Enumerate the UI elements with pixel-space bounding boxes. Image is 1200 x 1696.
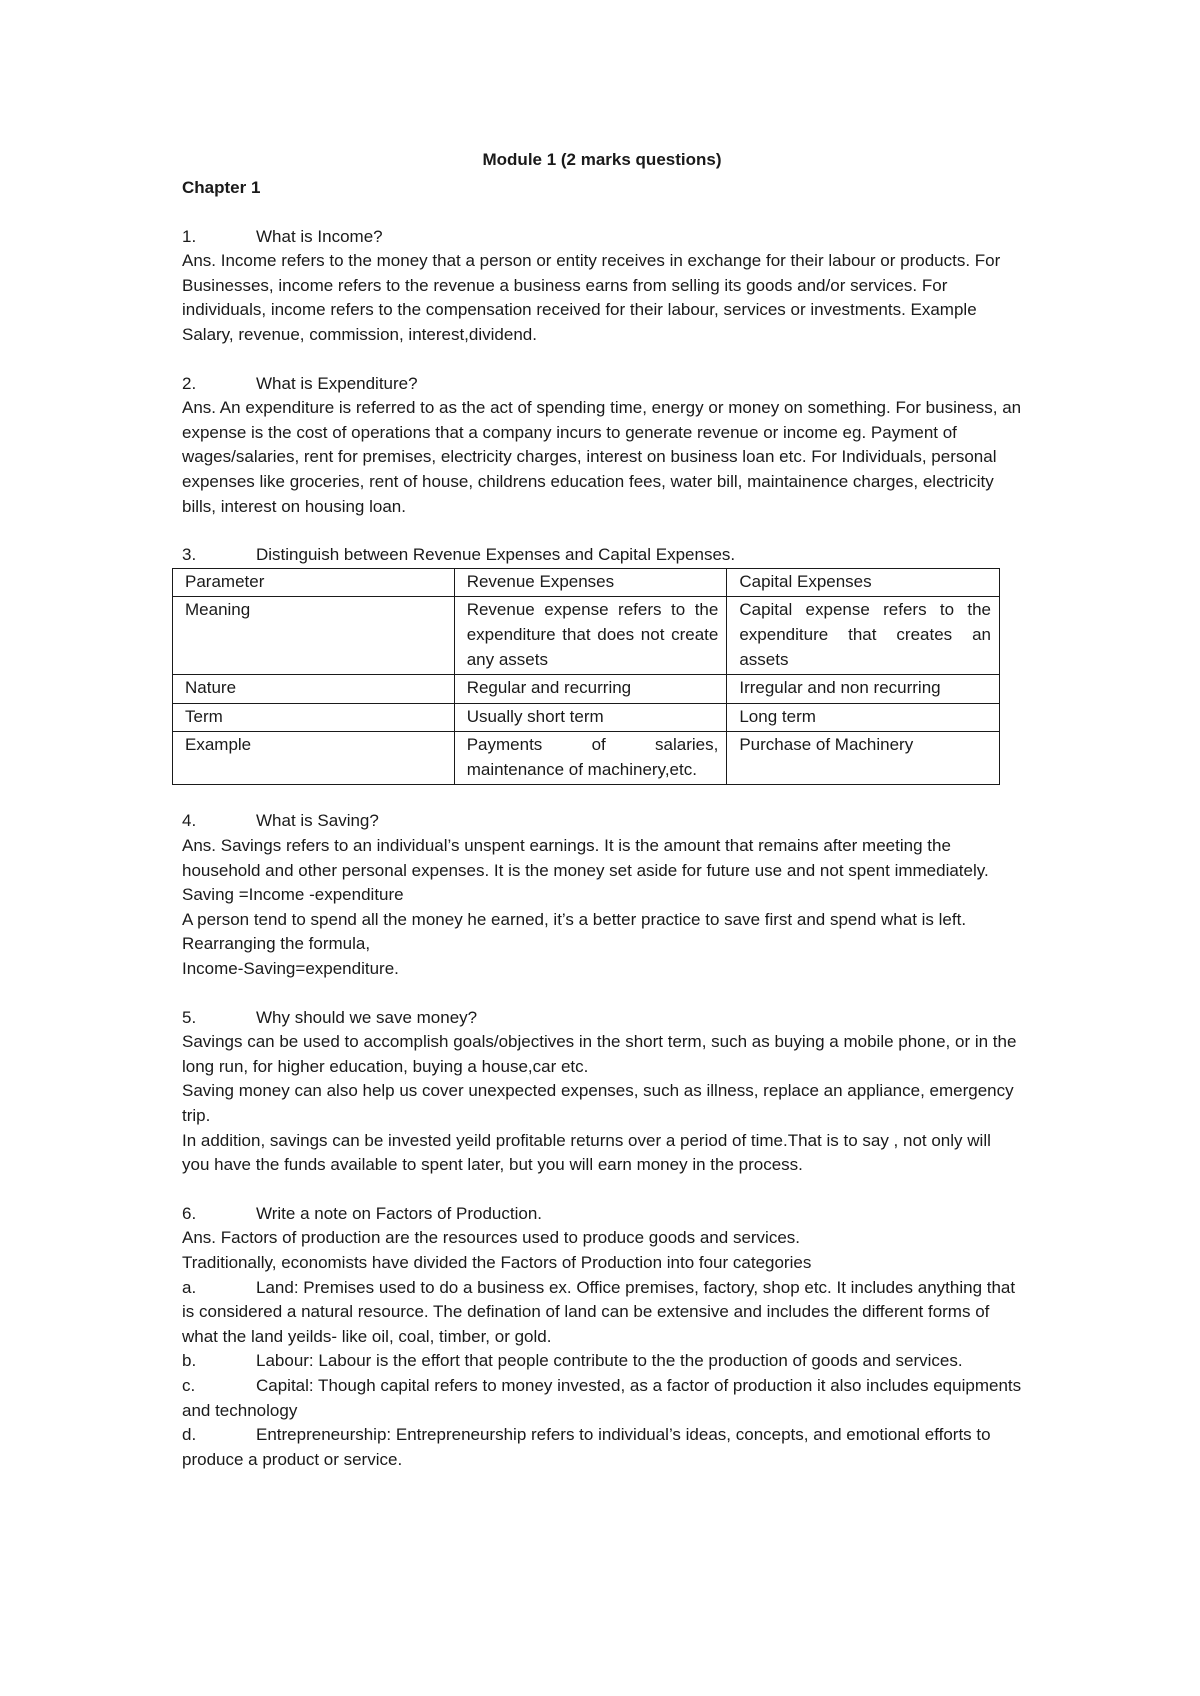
table-cell: Purchase of Machinery (727, 732, 1000, 785)
question-number: 6. (182, 1203, 197, 1223)
question-2 (182, 372, 1022, 397)
list-item-label: a. (182, 1277, 197, 1297)
list-item (182, 1374, 1022, 1423)
answer-paragraph: Savings can be used to accomplish goals/objectives in the short term, such as buying a mobile phone, or in the long run, for higher education, buying a house,car etc. (182, 1032, 1017, 1076)
document-page (182, 148, 1022, 1472)
question-block-5 (182, 1006, 1022, 1178)
list-item (182, 1423, 1022, 1472)
table-cell: Payments of salaries, maintenance of machinery,etc. (454, 732, 727, 785)
answer-paragraph: Ans. Savings refers to an individual’s unspent earnings. It is the amount that remains after meeting the household and other personal expenses. It is the money set aside for future use and not spent immediately. (182, 836, 989, 880)
saving-formula: Saving =Income -expenditure (182, 885, 404, 905)
question-block-2 (182, 372, 1022, 520)
table-row (173, 732, 1000, 785)
table-cell: Meaning (173, 597, 455, 675)
list-item-text: Labour: Labour is the effort that people contribute to the the production of goods and services. (256, 1351, 963, 1371)
answer-paragraph: In addition, savings can be invested yeild profitable returns over a period of time.That is to say , not only will you have the funds available to spent later, but you will earn money in the process. (182, 1130, 991, 1175)
answer-paragraph: Traditionally, economists have divided the Factors of Production into four categories (182, 1252, 812, 1272)
table-header-cell: Parameter (173, 568, 455, 597)
list-item-text: Capital: Though capital refers to money invested, as a factor of production it also includes equipments and technology (182, 1375, 1022, 1420)
answer-paragraph: Ans. An expenditure is referred to as the act of spending time, energy or money on something. For business, an expense is the cost of operations that a company incurs to generate revenue or income eg. Payment of wages/salaries, rent for premises, electricity charges, interest on business loan etc. For Individuals, personal expenses like groceries, rent of house, childrens education fees, water bill, maintainence charges, electricity bills, interest on housing loan. (182, 398, 1022, 516)
table-cell: Capital expense refers to the expenditure that creates an assets (727, 597, 1000, 675)
list-item-label: b. (182, 1351, 197, 1371)
question-6 (182, 1202, 1022, 1227)
chapter-heading: Chapter 1 (182, 178, 261, 197)
list-item (182, 1276, 1022, 1350)
factors-list (182, 1276, 1022, 1473)
question-5 (182, 1006, 1022, 1031)
table-cell: Regular and recurring (454, 675, 727, 704)
table-cell: Irregular and non recurring (727, 675, 1000, 704)
table-row (173, 597, 1000, 675)
table-row (173, 675, 1000, 704)
question-number: 1. (182, 226, 197, 246)
question-number: 5. (182, 1007, 197, 1027)
table-cell: Example (173, 732, 455, 785)
table-cell: Revenue expense refers to the expenditure that does not create any assets (454, 597, 727, 675)
question-block-6 (182, 1202, 1022, 1473)
answer-paragraph: A person tend to spend all the money he earned, it’s a better practice to save first and spend what is left. Rearranging the formula, (182, 909, 967, 954)
question-1 (182, 225, 1022, 250)
answer-paragraph: Saving money can also help us cover unexpected expenses, such as illness, replace an appliance, emergency trip. (182, 1081, 1014, 1125)
answer-paragraph: Ans. Factors of production are the resources used to produce goods and services. (182, 1228, 801, 1248)
question-3 (182, 543, 1022, 568)
question-number: 4. (182, 811, 197, 831)
question-block-4 (182, 809, 1022, 981)
question-text: Distinguish between Revenue Expenses and Capital Expenses. (256, 545, 736, 565)
answer-paragraph: Ans. Income refers to the money that a person or entity receives in exchange for their labour or products. For Businesses, income refers to the revenue a business earns from selling its goods and/or services. For individuals, income refers to the compensation received for their labour, services or investments. Example Salary, revenue, commission, interest,dividend. (182, 251, 1001, 344)
comparison-table (172, 568, 1000, 786)
list-item-label: d. (182, 1425, 197, 1445)
rearranged-formula: Income-Saving=expenditure. (182, 959, 399, 979)
question-number: 3. (182, 545, 197, 565)
question-text: Why should we save money? (256, 1007, 478, 1027)
table-header-cell: Revenue Expenses (454, 568, 727, 597)
document-title: Module 1 (2 marks questions) (482, 150, 722, 169)
question-4 (182, 809, 1022, 834)
list-item (182, 1349, 1022, 1374)
list-item-label: c. (182, 1375, 196, 1395)
table-cell: Term (173, 703, 455, 732)
question-block-3 (182, 543, 1022, 785)
list-item-text: Entrepreneurship: Entrepreneurship refers to individual’s ideas, concepts, and emotional efforts to produce a product or service. (182, 1425, 991, 1469)
table-cell: Usually short term (454, 703, 727, 732)
table-row (173, 703, 1000, 732)
table-header-cell: Capital Expenses (727, 568, 1000, 597)
question-text: Write a note on Factors of Production. (256, 1203, 542, 1223)
table-header-row (173, 568, 1000, 597)
question-text: What is Saving? (256, 811, 379, 831)
question-text: What is Expenditure? (256, 373, 418, 393)
question-number: 2. (182, 373, 197, 393)
list-item-text: Land: Premises used to do a business ex. Office premises, factory, shop etc. It includes anything that is considered a natural resource. The defination of land can be extensive and includes the different forms of what the land yeilds- like oil, coal, timber, or gold. (182, 1277, 1016, 1346)
table-cell: Long term (727, 703, 1000, 732)
table-cell: Nature (173, 675, 455, 704)
question-text: What is Income? (256, 226, 383, 246)
question-block-1 (182, 225, 1022, 348)
